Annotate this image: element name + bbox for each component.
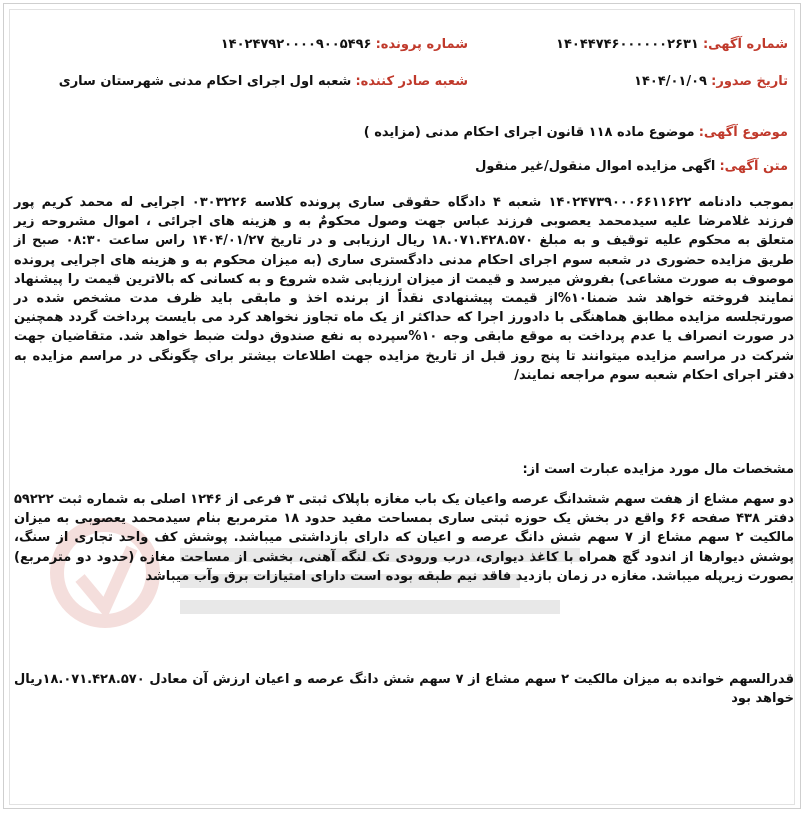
file-number-label: شماره پرونده:	[375, 37, 468, 52]
auction-paragraph: بموجب دادنامه ۱۴۰۲۴۷۳۹۰۰۰۶۶۱۱۶۲۲ شعبه ۴ دادگاه حقوقی ساری پرونده کلاسه ۰۳۰۳۲۲۶ اجرایی له محمد کریم پور فرزند غلامرضا علیه سیدمحمد یعصوبی فرزند عباس جهت وصول محکومٌ به و هزینه های اجرائی ، اموال مشروحه زیر متعلق به محکوم علیه توقیف و به مبلغ ۱۸.۰۷۱.۴۲۸.۵۷۰ ریال ارزیابی و در تاریخ ۱۴۰۴/۰۱/۲۷ راس ساعت ۰۸:۳۰ صبح از طریق مزایده حضوری در شعبه سوم اجرای احکام مدنی دادگستری ساری (به میزان محکوم به و هزینه های اجرایی پرونده موصوف به صورت مشاعی) بفروش میرسد و قیمت از میزان ارزیابی شده شروع و به کسانی که بالاترین قیمت را پیشنهاد نمایند فروخته خواهد شد ضمنا۱۰%از قیمت پیشنهادی نقداً از برنده اخذ و مابقی باید ظرف مدت مشخص شده در صورتجلسه مزایده مطابق هماهنگی با دادورز اجرا که حداکثر از یک ماه تجاوز نخواهد کرد می بایست پرداخت گردد همچنین در صورت انصراف یا عدم پرداخت به موقع مابقی وجه ۱۰%سپرده به نفع صندوق دولت ضبط خواهد شد. متقاضیان جهت شرکت در مراسم مزایده میتوانند تا پنج روز قبل از تاریخ مزایده جهت اطلاعات بیشتر برای چگونگی در مراسم مزایده به دفتر اجرای احکام شعبه سوم مراجعه نمایند/	[14, 195, 795, 383]
issuer-label: شعبه صادر کننده:	[355, 74, 468, 89]
text-title-row	[475, 158, 788, 176]
subject-value: موضوع ماده ۱۱۸ قانون اجرای احکام مدنی (مزایده )	[363, 125, 695, 140]
issue-date-row	[634, 73, 788, 91]
specs-heading: مشخصات مال مورد مزایده عبارت است از:	[522, 462, 794, 477]
file-number: ۱۴۰۲۴۷۹۲۰۰۰۰۹۰۰۵۴۹۶	[220, 37, 372, 52]
text-title-value: اگهی مزایده اموال منقول/غیر منقول	[475, 159, 716, 174]
issue-date: ۱۴۰۴/۰۱/۰۹	[634, 74, 707, 89]
subject-row	[364, 124, 788, 142]
property-description: دو سهم مشاع از هفت سهم ششدانگ عرصه واعیان یک باب مغازه باپلاک ثبتی ۳ فرعی از ۱۲۴۶ اصلی به شماره ثبت ۵۹۲۲۲ دفتر ۴۳۸ صفحه ۶۶ واقع در بخش یک حوزه ثبتی ساری بمساحت مفید حدود ۱۸ مترمربع بنام سیدمحمد یعصوبی به میزان مالکیت ۲ سهم مشاع از ۷ سهم شش دانگ عرصه و اعیان که دارای بازداشتی میباشد. پوشش کف واحد تجاری از سنگ، پوشش دیوارها از اندود گچ همراه با کاغذ دیواری، درب ورودی تک لنگه آهنی، بخشی از مساحت مغازه (حدود دو مترمربع) بصورت زیرپله میباشد. مغازه در زمان بازدید فاقد نیم طبقه بوده است دارای امتیازات برق وآب میباشد	[14, 492, 794, 584]
issuer-row	[59, 73, 468, 91]
issuer: شعبه اول اجرای احکام مدنی شهرستان ساری	[58, 74, 352, 89]
ad-number-row	[556, 36, 788, 54]
ad-number: ۱۴۰۴۴۷۴۶۰۰۰۰۰۰۲۶۳۱	[556, 37, 699, 52]
subject-label: موضوع آگهی:	[698, 125, 788, 140]
ad-number-label: شماره آگهی:	[702, 37, 788, 52]
text-title-label: متن آگهی:	[719, 159, 788, 174]
file-number-row	[221, 36, 468, 54]
share-value-paragraph: قدرالسهم خوانده به میزان مالکیت ۲ سهم مشاع از ۷ سهم شش دانگ عرصه و اعیان ارزش آن معادل ۱۸.۰۷۱.۴۲۸.۵۷۰ریال خواهد بود	[14, 672, 794, 707]
issue-date-label: تاریخ صدور:	[711, 74, 788, 89]
